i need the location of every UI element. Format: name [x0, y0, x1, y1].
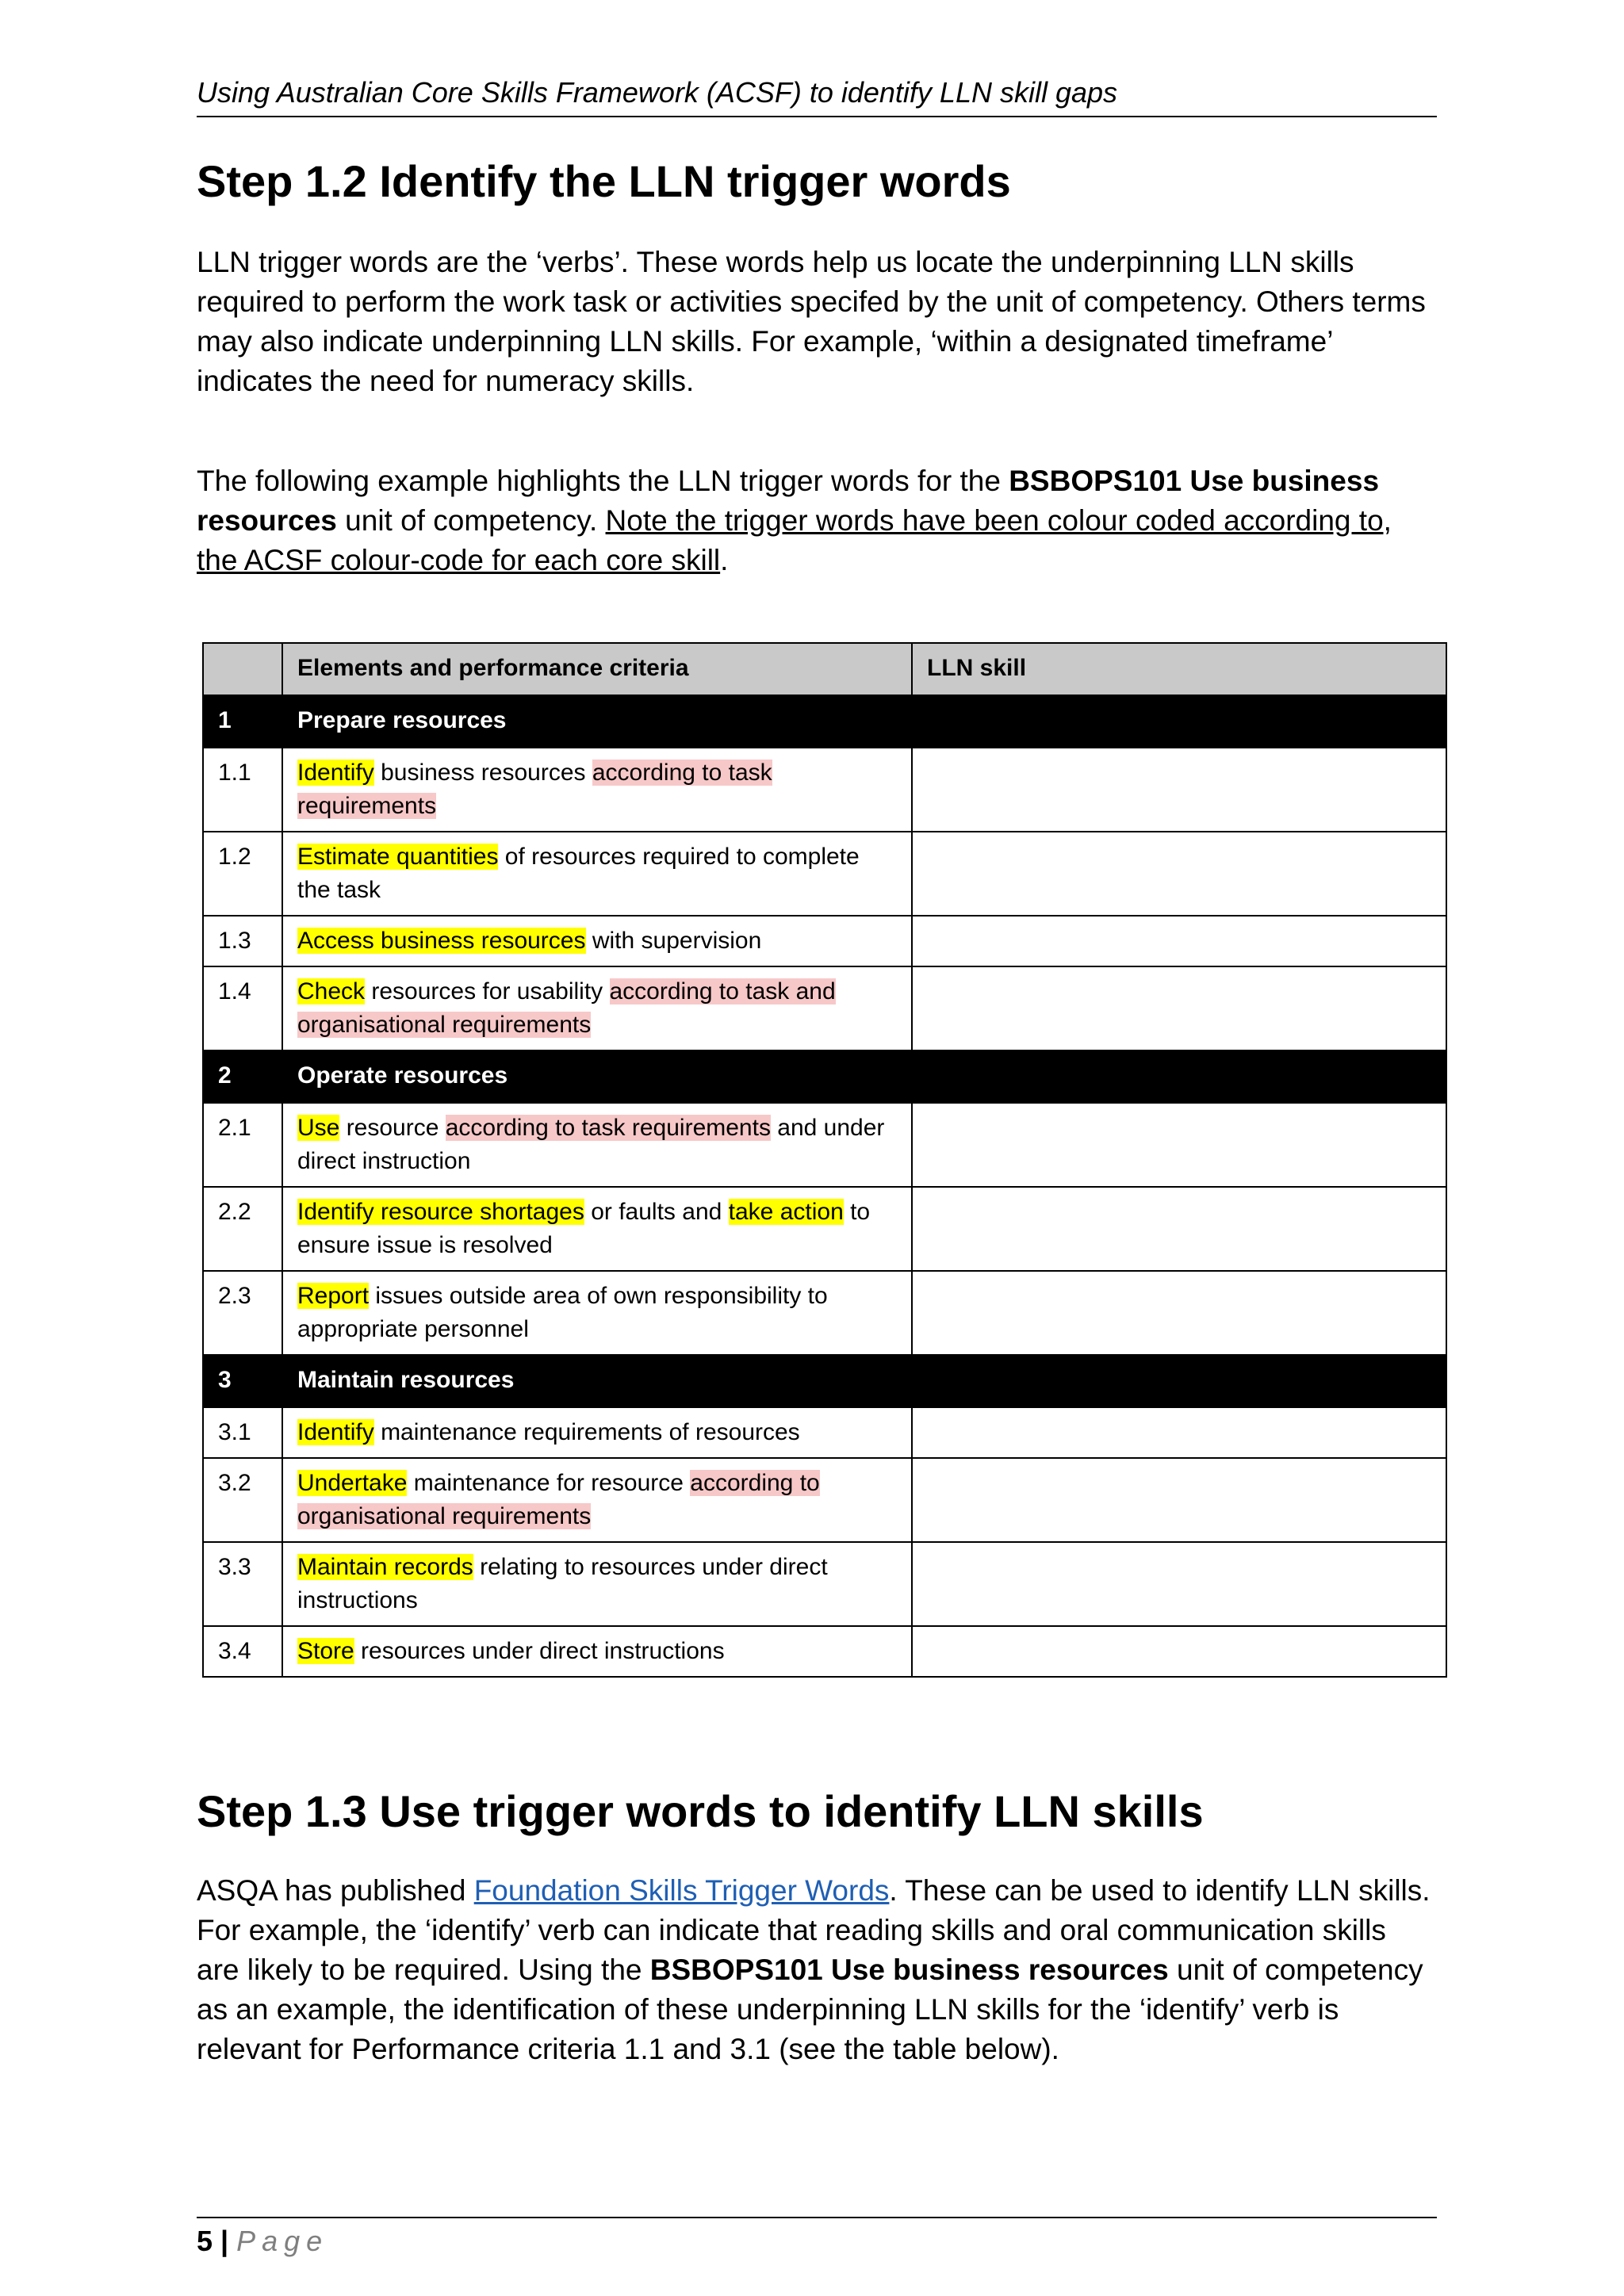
criterion-text	[282, 1103, 912, 1187]
step-1-2-paragraph-1: LLN trigger words are the ‘verbs’. These words help us locate the underpinning LLN skills required to perform the work task or activities specifed by the unit of competency. Others terms may also indicate underpinning LLN skills. For example, ‘within a designated timeframe’ indicates the need for numeracy skills.	[197, 246, 1426, 397]
numeracy-highlight: according to task and organisational requirements	[297, 978, 836, 1038]
trigger-word-highlight: Identify resource shortages	[297, 1199, 584, 1225]
criterion-number: 1.4	[203, 966, 282, 1050]
criterion-number: 1.1	[203, 748, 282, 832]
table-row	[203, 966, 1446, 1050]
trigger-word-highlight: Estimate quantities	[297, 844, 499, 870]
section-number: 1	[203, 695, 282, 748]
criterion-number: 3.3	[203, 1542, 282, 1626]
step-1-3-heading: Step 1.3 Use trigger words to identify LLN skills	[197, 1786, 1204, 1836]
criterion-text-part: or faults and	[584, 1199, 729, 1225]
table-row	[203, 1626, 1446, 1677]
trigger-word-highlight: Check	[297, 978, 366, 1004]
trigger-word-highlight: Report	[297, 1283, 370, 1309]
step13-text-start: ASQA has published	[197, 1874, 474, 1907]
criterion-text	[282, 966, 912, 1050]
lln-skill-cell	[912, 1542, 1446, 1626]
lln-skill-cell	[912, 832, 1446, 916]
criterion-text-part: maintenance for resource	[407, 1470, 691, 1496]
criterion-number: 2.1	[203, 1103, 282, 1187]
criterion-number: 1.3	[203, 916, 282, 966]
criterion-text	[282, 1271, 912, 1355]
criterion-text	[282, 1458, 912, 1542]
criterion-text-part: business resources	[373, 760, 592, 786]
criterion-text	[282, 1542, 912, 1626]
trigger-word-highlight: Identify	[297, 760, 374, 786]
lln-skill-cell	[912, 1271, 1446, 1355]
criterion-number: 3.2	[203, 1458, 282, 1542]
table-row	[203, 748, 1446, 832]
section-title: Prepare resources	[282, 695, 912, 748]
step-1-2-paragraph-2	[197, 461, 1434, 580]
step13-text-mid: . These can be used to identify LLN skills. For example, the ‘identify’ verb can indicate that reading skills and oral communication skills are likely to be required. Using the	[197, 1874, 1431, 1986]
lln-skill-cell	[912, 1626, 1446, 1677]
criterion-text	[282, 1407, 912, 1458]
criterion-text-part: and under direct instruction	[297, 1115, 885, 1174]
criterion-text	[282, 1187, 912, 1271]
table-row	[203, 1542, 1446, 1626]
criterion-text-part: resources under direct instructions	[354, 1638, 725, 1664]
step-1-2-heading: Step 1.2 Identify the LLN trigger words	[197, 156, 1011, 206]
criterion-text	[282, 1626, 912, 1677]
section-blank-cell	[912, 1355, 1446, 1407]
performance-criteria-table	[202, 642, 1447, 1678]
criterion-text-part: to ensure issue is resolved	[297, 1199, 871, 1258]
lln-skill-cell	[912, 1458, 1446, 1542]
criterion-number: 2.2	[203, 1187, 282, 1271]
running-header: Using Australian Core Skills Framework (ACSF) to identify LLN skill gaps	[197, 76, 1437, 117]
criterion-text-part: relating to resources under direct instructions	[297, 1554, 828, 1613]
criterion-number: 2.3	[203, 1271, 282, 1355]
table-row	[203, 1458, 1446, 1542]
table-row	[203, 1103, 1446, 1187]
header-lln-skill: LLN skill	[912, 643, 1446, 695]
section-number: 3	[203, 1355, 282, 1407]
lln-skill-cell	[912, 1103, 1446, 1187]
para2-text-end: .	[720, 544, 729, 576]
section-blank-cell	[912, 695, 1446, 748]
page-footer	[197, 2225, 328, 2258]
criterion-text-part: maintenance requirements of resources	[373, 1419, 800, 1445]
page-number: 5	[197, 2225, 213, 2257]
table-header-row	[203, 643, 1446, 695]
trigger-word-highlight: Identify	[297, 1419, 374, 1445]
colour-code-note: Note the trigger words have been colour coded according to, the ACSF colour-code for each core skill	[197, 504, 1392, 576]
criterion-text-part: resource	[339, 1115, 446, 1141]
header-elements: Elements and performance criteria	[282, 643, 912, 695]
criterion-text-part: issues outside area of own responsibility to appropriate personnel	[297, 1283, 828, 1342]
section-title: Maintain resources	[282, 1355, 912, 1407]
lln-skill-cell	[912, 916, 1446, 966]
numeracy-highlight: according to organisational requirements	[297, 1470, 820, 1529]
table-body	[203, 695, 1446, 1677]
lln-skill-cell	[912, 1407, 1446, 1458]
table-row	[203, 1187, 1446, 1271]
step13-text-end: unit of competency as an example, the identification of these underpinning LLN skills for the ‘identify’ verb is relevant for Performance criteria 1.1 and 3.1 (see the table below).	[197, 1954, 1423, 2065]
criterion-text	[282, 748, 912, 832]
page-separator: |	[213, 2225, 237, 2257]
trigger-word-highlight: Maintain records	[297, 1554, 473, 1580]
numeracy-highlight: according to task requirements	[297, 760, 772, 819]
criterion-text-part: resources for usability	[365, 978, 610, 1004]
criterion-text	[282, 832, 912, 916]
section-blank-cell	[912, 1050, 1446, 1103]
trigger-word-highlight: Access business resources	[297, 928, 586, 954]
trigger-words-link[interactable]: Foundation Skills Trigger Words	[473, 1874, 890, 1907]
numeracy-highlight: according to task requirements	[445, 1115, 771, 1141]
lln-skill-cell	[912, 966, 1446, 1050]
table-row	[203, 1407, 1446, 1458]
section-title: Operate resources	[282, 1050, 912, 1103]
trigger-word-highlight: Store	[297, 1638, 354, 1664]
section-number: 2	[203, 1050, 282, 1103]
para2-text-mid: unit of competency.	[336, 504, 606, 537]
section-row	[203, 695, 1446, 748]
page-label: Page	[236, 2225, 329, 2257]
trigger-word-highlight: take action	[728, 1199, 844, 1225]
section-row	[203, 1050, 1446, 1103]
header-num	[203, 643, 282, 695]
footer-rule	[197, 2217, 1437, 2218]
lln-skill-cell	[912, 1187, 1446, 1271]
criterion-text	[282, 916, 912, 966]
table-row	[203, 832, 1446, 916]
para2-text-start: The following example highlights the LLN trigger words for the	[197, 465, 1009, 497]
table-row	[203, 1271, 1446, 1355]
criterion-number: 3.1	[203, 1407, 282, 1458]
lln-skill-cell	[912, 748, 1446, 832]
criterion-number: 3.4	[203, 1626, 282, 1677]
section-row	[203, 1355, 1446, 1407]
trigger-word-highlight: Undertake	[297, 1470, 408, 1496]
trigger-word-highlight: Use	[297, 1115, 340, 1141]
unit-name-bold: BSBOPS101 Use business resources	[197, 465, 1380, 537]
table-row	[203, 916, 1446, 966]
step-1-3-paragraph	[197, 1871, 1434, 2069]
criterion-text-part: of resources required to complete the task	[297, 844, 860, 903]
criterion-number: 1.2	[203, 832, 282, 916]
criterion-text-part: with supervision	[585, 928, 762, 954]
unit-name-bold-2: BSBOPS101 Use business resources	[649, 1954, 1169, 1986]
